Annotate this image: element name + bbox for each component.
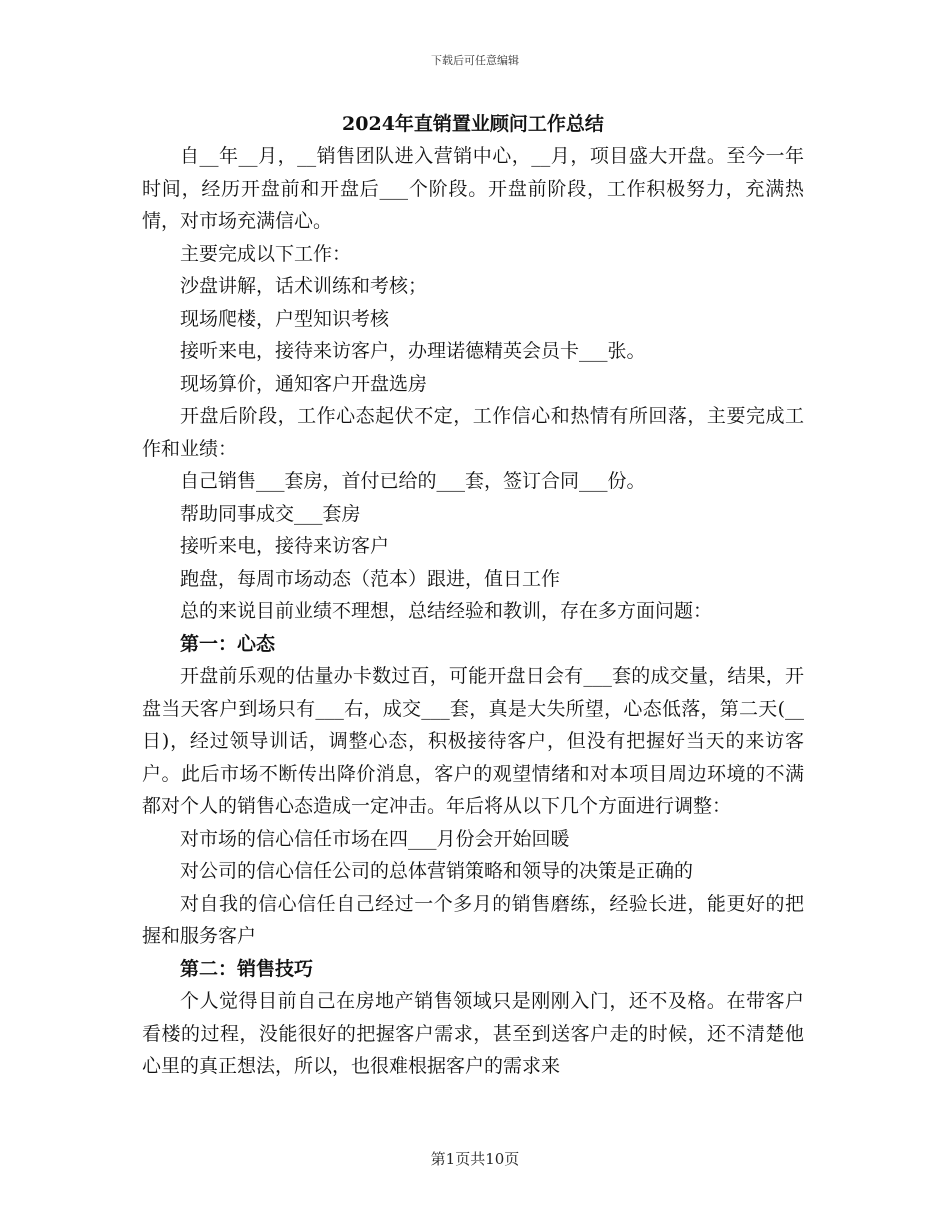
paragraph-mindset: 开盘前乐观的估量办卡数过百，可能开盘日会有___套的成交量，结果，开盘当天客户到场只有___右，成交___套，真是大失所望，心态低落，第二天(__日)，经过领导训话，调整心态，积极接待客户，但没有把握好当天的来访客户。此后市场不断传出降价消息，客户的观望情绪和对本项目周边环境的不满都对个人的销售心态造成一定冲击。年后将从以下几个方面进行调整：: [142, 665, 804, 817]
list-item: 对自我的信心信任自己经过一个多月的销售磨练，经验长进，能更好的把握和服务客户: [142, 892, 804, 947]
document-body: [142, 108, 804, 1083]
header-note: 下载后可任意编辑: [431, 54, 519, 67]
paragraph-intro: 自__年__月，__销售团队进入营销中心，__月，项目盛大开盘。至今一年时间，经历开盘前和开盘后___个阶段。开盘前阶段，工作积极努力，充满热情，对市场充满信心。: [142, 145, 804, 232]
paragraph-summary: 总的来说目前业绩不理想，总结经验和教训，存在多方面问题：: [180, 600, 713, 622]
list-item: 沙盘讲解，话术训练和考核；: [180, 275, 428, 297]
list-item: 跑盘，每周市场动态（范本）跟进，值日工作: [180, 567, 561, 590]
list-item: 接听来电，接待来访客户，办理诺德精英会员卡___张。: [180, 340, 646, 362]
list-item: 对市场的信心信任市场在四___月份会开始回暖: [180, 827, 570, 850]
section-heading-mindset: 第一：心态: [180, 632, 276, 655]
paragraph-sales-skills: 个人觉得目前自己在房地产销售领域只是刚刚入门，还不及格。在带客户看楼的过程，没能很好的把握客户需求，甚至到送客户走的时候，还不清楚他心里的真正想法，所以，也很难根据客户的需求来: [142, 990, 804, 1077]
section-heading-sales-skills: 第二：销售技巧: [180, 957, 314, 980]
page-number-footer: 第1页共10页: [430, 1150, 520, 1168]
list-item: 现场爬楼，户型知识考核: [180, 307, 390, 330]
paragraph-after-opening: 开盘后阶段，工作心态起伏不定，工作信心和热情有所回落，主要完成工作和业绩：: [142, 405, 804, 460]
list-item: 接听来电，接待来访客户: [180, 535, 390, 557]
list-item: 现场算价，通知客户开盘选房: [180, 372, 428, 395]
paragraph-main-work: 主要完成以下工作：: [180, 242, 352, 265]
document-title: 2024年直销置业顾问工作总结: [342, 113, 604, 135]
list-item: 对公司的信心信任公司的总体营销策略和领导的决策是正确的: [180, 860, 694, 882]
list-item: 帮助同事成交___套房: [180, 502, 361, 525]
list-item: 自己销售___套房，首付已给的___套，签订合同___份。: [180, 470, 646, 492]
